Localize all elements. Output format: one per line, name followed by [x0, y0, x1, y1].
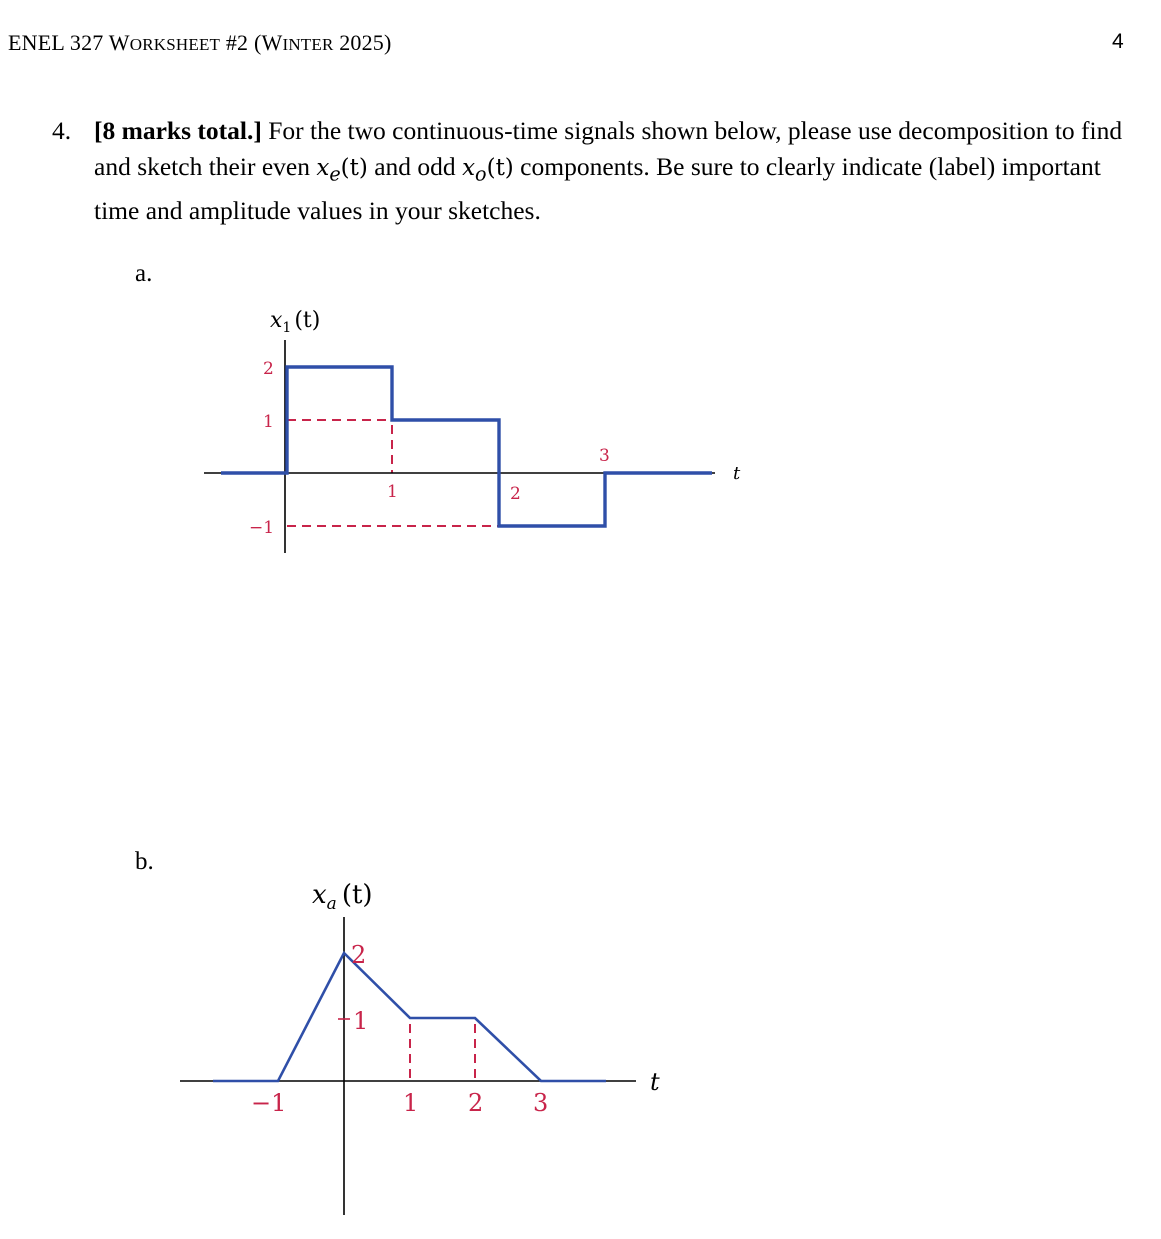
a-axis-label-t: t	[733, 463, 741, 484]
part-a-label: a.	[135, 260, 153, 287]
part-b-label: b.	[135, 848, 154, 875]
b-x-tick-3: 3	[533, 1089, 549, 1117]
a-y-tick-1: 1	[263, 412, 274, 432]
problem-text-3: components. Be sure to clearly indicate (label) important time and amplitude values in your sketches.	[94, 152, 1101, 225]
xe-sub: e	[329, 162, 341, 186]
xo-arg: (t)	[486, 155, 514, 181]
problem-text-2: and odd	[367, 152, 463, 181]
b-x-tick-1: 1	[403, 1089, 419, 1117]
b-x-tick-2: 2	[468, 1089, 484, 1117]
header-number: #2 (W	[220, 30, 283, 55]
b-x-tick-m1: −1	[251, 1089, 287, 1117]
header-prefix: ENEL 327 W	[8, 30, 130, 55]
xo-sub: o	[475, 162, 487, 186]
xo-name: x	[462, 155, 476, 181]
problem-number: 4.	[52, 116, 72, 145]
plot-b-guides	[410, 1024, 475, 1081]
header-year: 2025)	[333, 30, 392, 55]
a-y-tick-2: 2	[263, 359, 274, 379]
page-number: 4	[1112, 30, 1124, 53]
header-term: INTER	[282, 35, 334, 54]
xe-name: x	[316, 155, 330, 181]
a-y-tick-m1: −1	[249, 518, 275, 538]
b-y-tick-2: 2	[351, 941, 367, 969]
a-x-tick-1: 1	[387, 482, 398, 502]
b-axis-label-t: t	[650, 1068, 660, 1096]
problem-marks: [8 marks total.]	[94, 116, 262, 145]
b-y-tick-1: 1	[353, 1007, 369, 1035]
plot-a-title: $x_1$ (t)	[270, 308, 321, 336]
a-x-tick-2: 2	[510, 484, 521, 504]
plot-b-title: $x_a$ (t)	[312, 880, 373, 914]
problem-text-1: For the two continuous-time signals shown below, please use decomposition to find and sketch their even	[94, 116, 1123, 181]
a-x-tick-3: 3	[599, 446, 610, 466]
xe-arg: (t)	[340, 155, 368, 181]
header-worksheet: ORKSHEET	[129, 35, 221, 54]
